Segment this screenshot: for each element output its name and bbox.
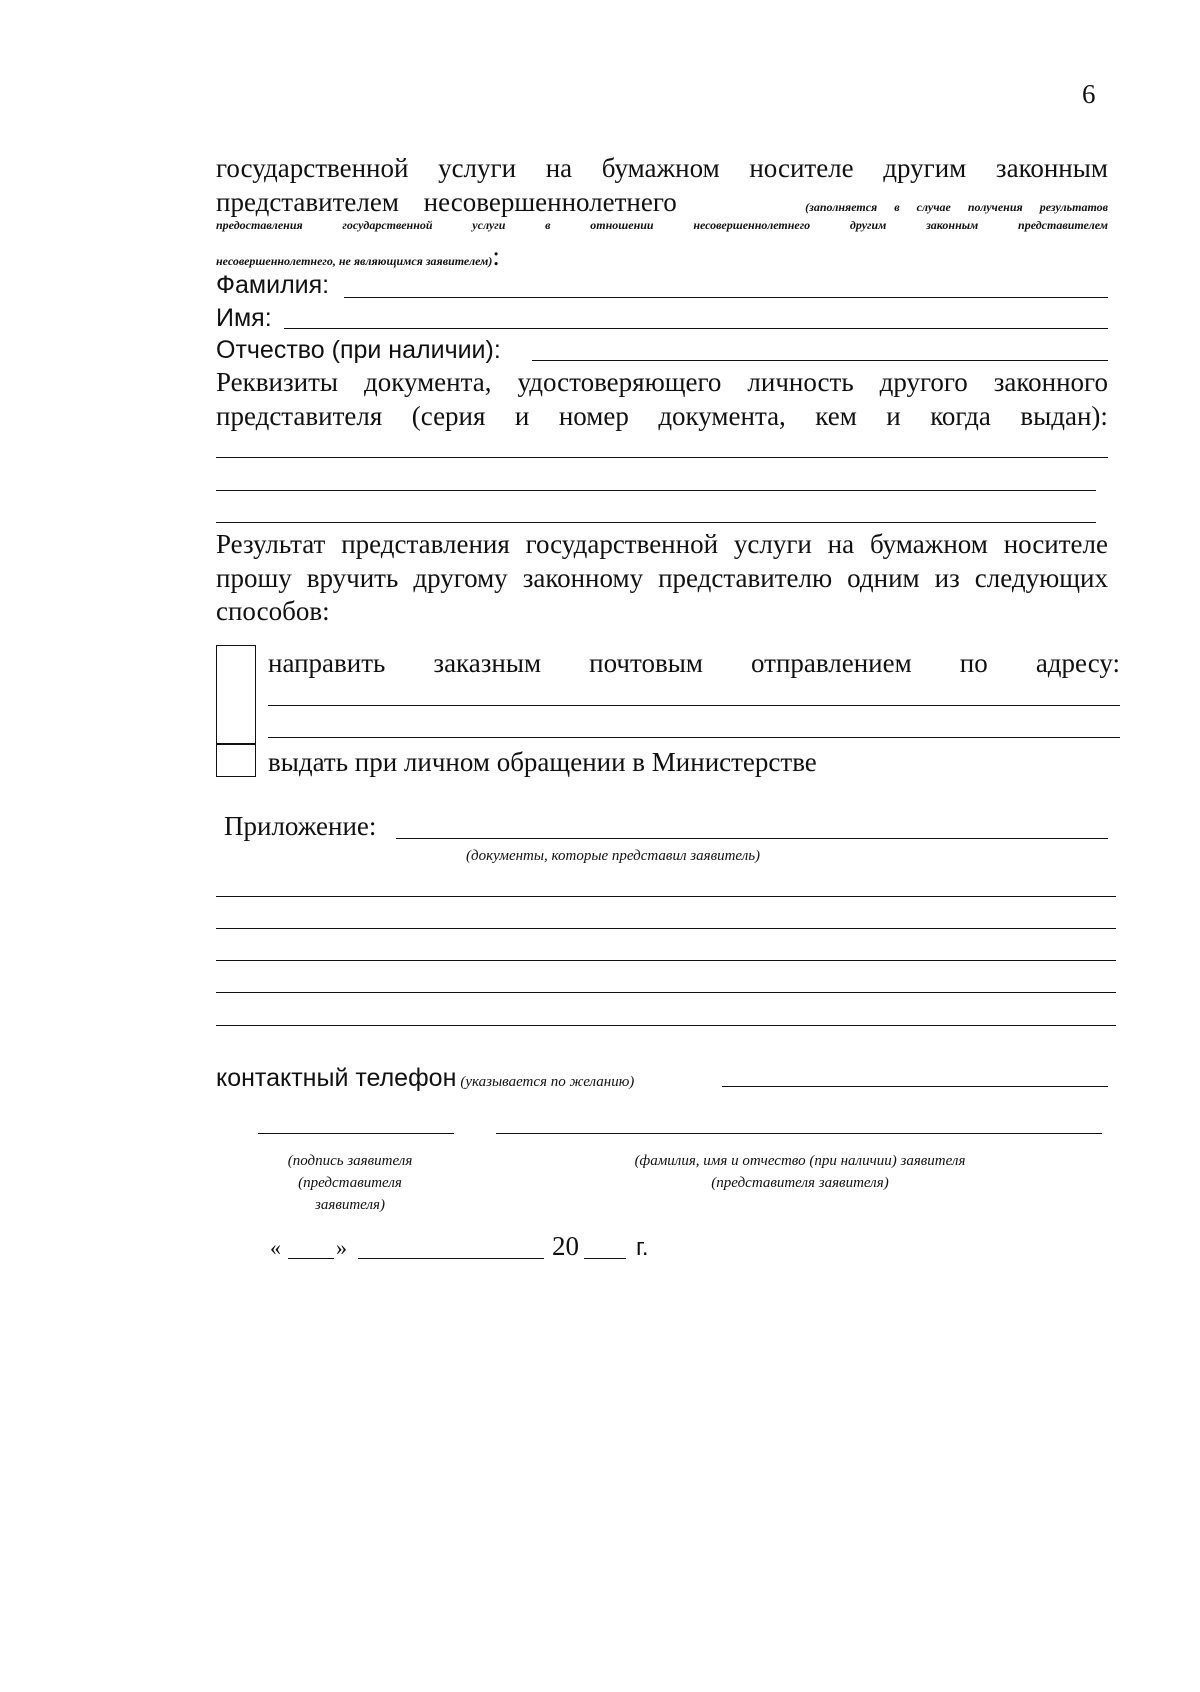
intro-line-4 xyxy=(216,240,500,272)
intro-word: другим xyxy=(883,153,967,183)
mail-word: адресу: xyxy=(1035,648,1120,678)
intro-word: бумажном xyxy=(601,153,720,183)
date-open-quote: « xyxy=(270,1235,281,1260)
result-word: законному xyxy=(522,563,644,593)
result-word: одним xyxy=(847,563,920,593)
signature-line[interactable] xyxy=(258,1133,454,1134)
doc-word: законного xyxy=(993,367,1108,397)
page-number: 6 xyxy=(1082,79,1096,109)
intro-word: на xyxy=(545,153,573,183)
mail-word: заказным xyxy=(433,648,542,678)
full-name-caption-line: (представителя заявителя) xyxy=(711,1175,889,1191)
name-input-line[interactable] xyxy=(284,328,1108,329)
in-person-option-checkbox[interactable] xyxy=(216,743,256,777)
mail-word: почтовым xyxy=(589,648,703,678)
phone-hint: (указывается по желанию) xyxy=(460,1074,635,1090)
result-line-3: способов: xyxy=(216,596,330,626)
date-day-line[interactable] xyxy=(288,1258,334,1259)
intro-colon: : xyxy=(492,241,500,271)
attachment-line-6[interactable] xyxy=(216,1025,1116,1026)
intro-line-2 xyxy=(216,186,1108,218)
doc-word: удостоверяющего xyxy=(517,367,722,397)
intro-main-text: представителем несовершеннолетнего xyxy=(216,187,677,217)
doc-details-line-1 xyxy=(216,366,1108,398)
result-word: следующих xyxy=(974,563,1108,593)
mail-option-label xyxy=(268,647,1120,679)
result-word: из xyxy=(934,563,960,593)
date-year-line[interactable] xyxy=(584,1258,626,1259)
intro-note-end: несовершеннолетнего, не являющимся заявителем) xyxy=(216,254,493,268)
date-year-suffix: г. xyxy=(636,1234,649,1261)
attachment-line-2[interactable] xyxy=(216,896,1116,897)
attachment-line-3[interactable] xyxy=(216,928,1116,929)
doc-word: документа, xyxy=(363,367,492,397)
attachment-line-4[interactable] xyxy=(216,960,1116,961)
doc-details-line-2 xyxy=(216,400,1108,432)
surname-label: Фамилия: xyxy=(216,271,330,299)
full-name-caption xyxy=(560,1150,1040,1194)
date-close-quote: » xyxy=(336,1235,347,1260)
signature-caption-line: (представителя xyxy=(298,1175,402,1191)
doc-details-input-line-1[interactable] xyxy=(216,457,1108,458)
intro-word: носителе xyxy=(749,153,854,183)
result-line-2 xyxy=(216,562,1108,594)
address-input-line-1[interactable] xyxy=(268,705,1120,706)
address-input-line-2[interactable] xyxy=(268,737,1120,738)
intro-note: (заполняется в случае получения результатов xyxy=(805,200,1108,214)
attachment-input-line[interactable] xyxy=(396,838,1108,839)
in-person-option-label: выдать при личном обращении в Министерстве xyxy=(268,747,817,777)
phone-label: контактный телефон xyxy=(216,1064,457,1092)
signature-caption-line: заявителя) xyxy=(315,1197,385,1213)
doc-details-input-line-2[interactable] xyxy=(216,490,1096,491)
doc-word: (серия xyxy=(411,401,486,431)
doc-word: Реквизиты xyxy=(216,367,339,397)
doc-details-input-line-3[interactable] xyxy=(216,522,1096,523)
mail-word: направить xyxy=(268,648,386,678)
patronymic-input-line[interactable] xyxy=(532,360,1108,361)
name-label: Имя: xyxy=(216,304,272,332)
result-word: другому xyxy=(413,563,508,593)
result-line-1: Результат представления государственной услуги на бумажном носителе xyxy=(216,529,1108,559)
doc-word: другого xyxy=(879,367,968,397)
surname-input-line[interactable] xyxy=(344,297,1108,298)
intro-word: законным xyxy=(995,153,1108,183)
intro-note-line-3: предоставления государственной услуги в отношении несовершеннолетнего другим законным представителем xyxy=(216,218,1108,232)
attachment-hint: (документы, которые представил заявитель) xyxy=(466,848,761,864)
intro-line-1 xyxy=(216,152,1108,184)
date-year-prefix: 20 xyxy=(552,1231,579,1261)
doc-word: когда xyxy=(930,401,991,431)
doc-word: и xyxy=(886,401,901,431)
full-name-caption-line: (фамилия, имя и отчество (при наличии) заявителя xyxy=(634,1153,966,1169)
phone-input-line[interactable] xyxy=(722,1086,1108,1087)
doc-word: и xyxy=(514,401,530,431)
full-name-line[interactable] xyxy=(496,1133,1102,1134)
doc-word: документа, xyxy=(658,401,786,431)
mail-option-checkbox[interactable] xyxy=(216,645,256,745)
result-word: представителю xyxy=(658,563,833,593)
phone-row xyxy=(216,1062,634,1094)
signature-caption xyxy=(250,1150,450,1216)
mail-word: по xyxy=(959,648,988,678)
intro-word: услуги xyxy=(438,153,517,183)
attachment-line-5[interactable] xyxy=(216,992,1116,993)
intro-word: государственной xyxy=(216,153,409,183)
doc-word: кем xyxy=(815,401,857,431)
signature-caption-line: (подпись заявителя xyxy=(287,1153,413,1169)
doc-word: личность xyxy=(747,367,854,397)
patronymic-label: Отчество (при наличии): xyxy=(216,336,501,364)
doc-word: представителя xyxy=(216,401,383,431)
mail-word: отправлением xyxy=(751,648,912,678)
doc-word: выдан): xyxy=(1020,401,1108,431)
result-word: вручить xyxy=(306,563,399,593)
attachment-label: Приложение: xyxy=(224,811,377,841)
result-word: прошу xyxy=(216,563,292,593)
date-month-line[interactable] xyxy=(358,1258,544,1259)
doc-word: номер xyxy=(558,401,629,431)
